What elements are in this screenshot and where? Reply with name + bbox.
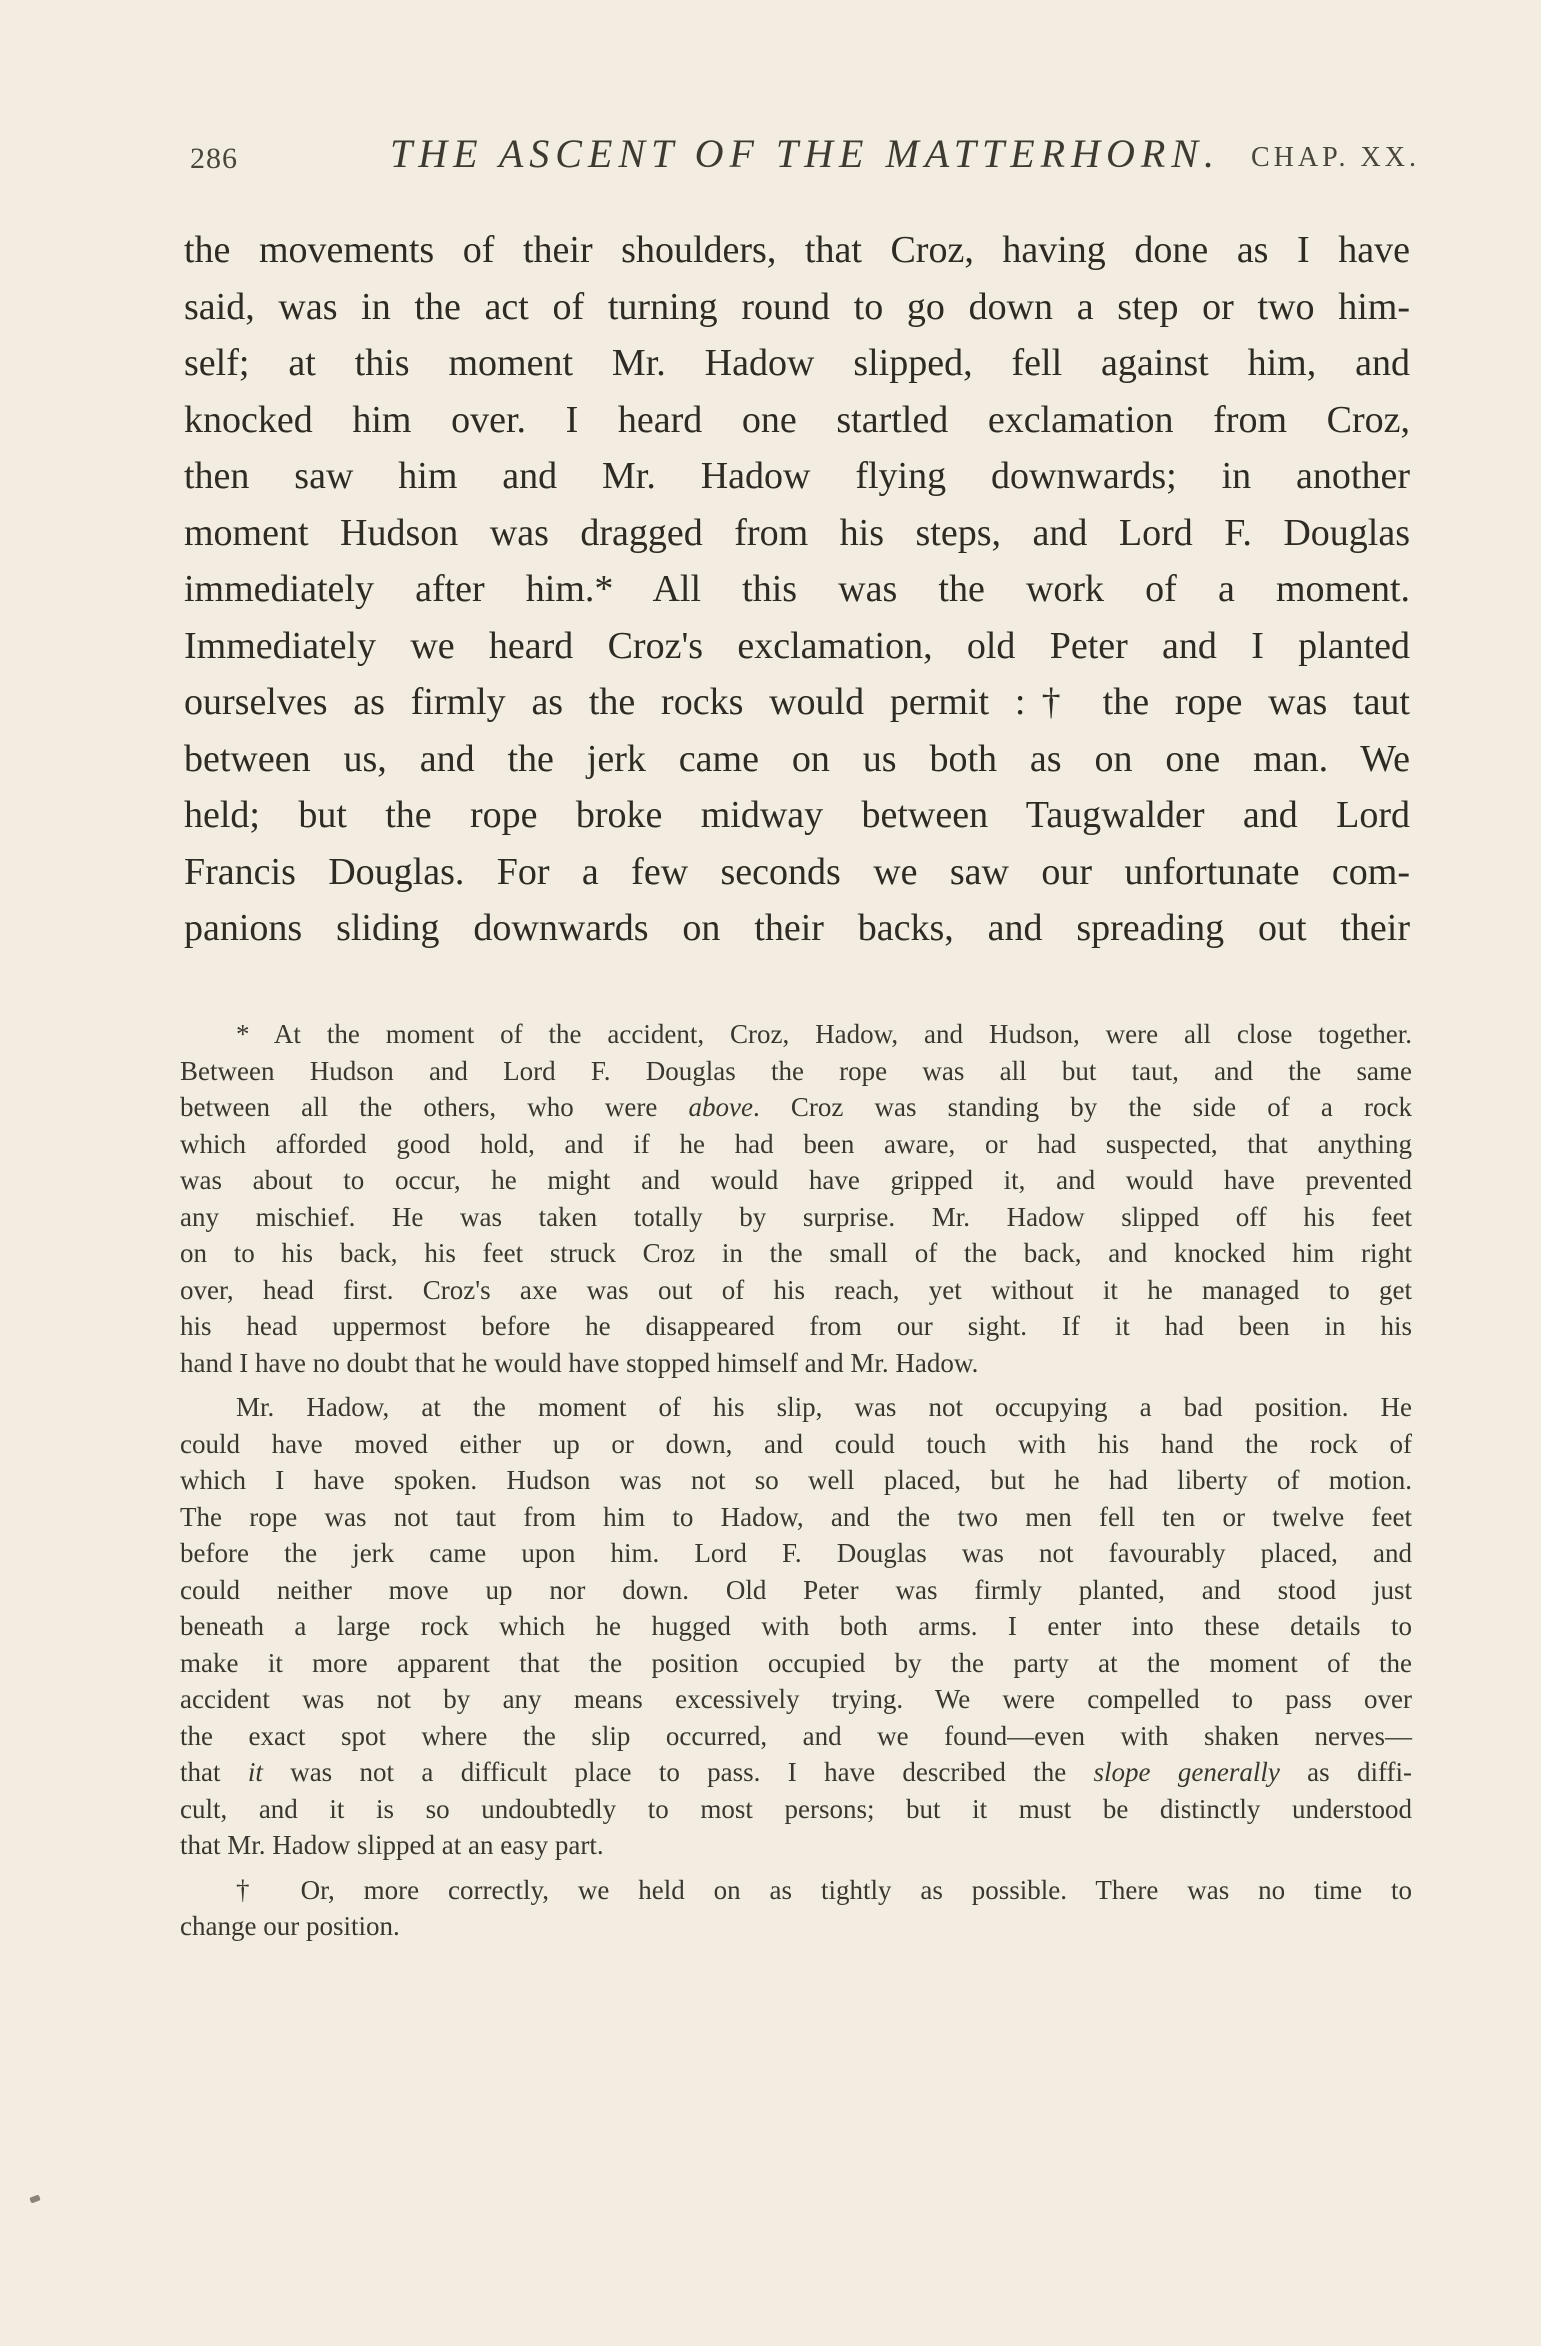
- page-number: 286: [190, 142, 238, 175]
- text-line: immediately after him.* All this was the work of a moment.: [184, 568, 1410, 610]
- footnote-line: could neither move up nor down. Old Peter was firmly planted, and stood just: [180, 1574, 1412, 1605]
- footnote-asterisk-continued: [180, 1389, 1412, 1864]
- text-line: between us, and the jerk came on us both as on one man. We: [184, 737, 1410, 780]
- text-line: held; but the rope broke midway between Taugwalder and Lord: [184, 794, 1410, 836]
- running-title: THE ASCENT OF THE MATTERHORN.: [390, 131, 1220, 176]
- footnote-line: The rope was not taut from him to Hadow, and the two men fell ten or twelve feet: [180, 1501, 1412, 1532]
- text-line: self; at this moment Mr. Hadow slipped, fell against him, and: [184, 342, 1410, 384]
- footnote-line: accident was not by any means excessively trying. We were compelled to pass over: [180, 1684, 1412, 1714]
- footnote-line: any mischief. He was taken totally by surprise. Mr. Hadow slipped off his feet: [180, 1201, 1412, 1232]
- text-line: the movements of their shoulders, that Croz, having done as I have: [184, 229, 1410, 271]
- text-line: Francis Douglas. For a few seconds we saw our unfortunate com-: [184, 850, 1410, 893]
- footnote-line: was about to occur, he might and would have gripped it, and would have prevented: [180, 1165, 1412, 1195]
- footnote-line: † Or, more correctly, we held on as tightly as possible. There was no time to: [236, 1874, 1412, 1905]
- footnote-line: which afforded good hold, and if he had been aware, or had suspected, that anything: [180, 1128, 1412, 1159]
- footnote-line: that Mr. Hadow slipped at an easy part.: [180, 1830, 604, 1860]
- main-text: [184, 222, 1410, 957]
- footnote-line: his head uppermost before he disappeared from our sight. If it had been in his: [180, 1311, 1412, 1341]
- footnote-line: on to his back, his feet struck Croz in the small of the back, and knocked him right: [180, 1238, 1412, 1268]
- footnote-line: make it more apparent that the position occupied by the party at the moment of the: [180, 1647, 1412, 1678]
- text-line: moment Hudson was dragged from his steps, and Lord F. Douglas: [184, 511, 1410, 554]
- footnote-line-text: between all the others, who were above. Croz was standing by the side of a rock: [180, 1092, 1412, 1122]
- footnote-dagger: [180, 1872, 1412, 1945]
- footnotes: [180, 1016, 1412, 1945]
- footnote-line: the exact spot where the slip occurred, and we found—even with shaken nerves—: [180, 1720, 1412, 1751]
- footnote-line: that it was not a difficult place to pass. I have described the slope generally as diffi-: [180, 1757, 1412, 1787]
- footnote-line: beneath a large rock which he hugged with both arms. I enter into these details to: [180, 1611, 1412, 1641]
- text-line: panions sliding downwards on their backs, and spreading out their: [184, 907, 1410, 949]
- text-line: then saw him and Mr. Hadow flying downwards; in another: [184, 455, 1410, 497]
- text-line: knocked him over. I heard one startled exclamation from Croz,: [184, 398, 1410, 441]
- footnote-line: Between Hudson and Lord F. Douglas the rope was all but taut, and the same: [180, 1055, 1412, 1086]
- footnote-line: change our position.: [180, 1911, 400, 1941]
- footnote-line: [180, 1089, 1412, 1126]
- text-line: ourselves as firmly as the rocks would permit :† the rope was taut: [184, 681, 1410, 723]
- chapter-label: CHAP. XX.: [1250, 142, 1420, 173]
- footnote-line: * At the moment of the accident, Croz, Hadow, and Hudson, were all close together.: [236, 1019, 1412, 1049]
- text-line: Immediately we heard Croz's exclamation, old Peter and I planted: [184, 624, 1410, 667]
- footnote-line: cult, and it is so undoubtedly to most persons; but it must be distinctly understood: [180, 1793, 1412, 1824]
- footnote-line: Mr. Hadow, at the moment of his slip, was not occupying a bad position. He: [236, 1392, 1412, 1422]
- footnote-line: could have moved either up or down, and could touch with his hand the rock of: [180, 1428, 1412, 1459]
- paper-speck: [29, 2194, 40, 2203]
- footnote-line: before the jerk came upon him. Lord F. Douglas was not favourably placed, and: [180, 1538, 1412, 1568]
- page-header: [190, 130, 1420, 190]
- footnote-asterisk: [180, 1016, 1412, 1381]
- footnote-line: over, head first. Croz's axe was out of his reach, yet without it he managed to get: [180, 1274, 1412, 1305]
- text-line: said, was in the act of turning round to go down a step or two him-: [184, 285, 1410, 328]
- footnote-line: hand I have no doubt that he would have stopped himself and Mr. Hadow.: [180, 1347, 979, 1378]
- footnote-line: which I have spoken. Hudson was not so well placed, but he had liberty of motion.: [180, 1465, 1412, 1495]
